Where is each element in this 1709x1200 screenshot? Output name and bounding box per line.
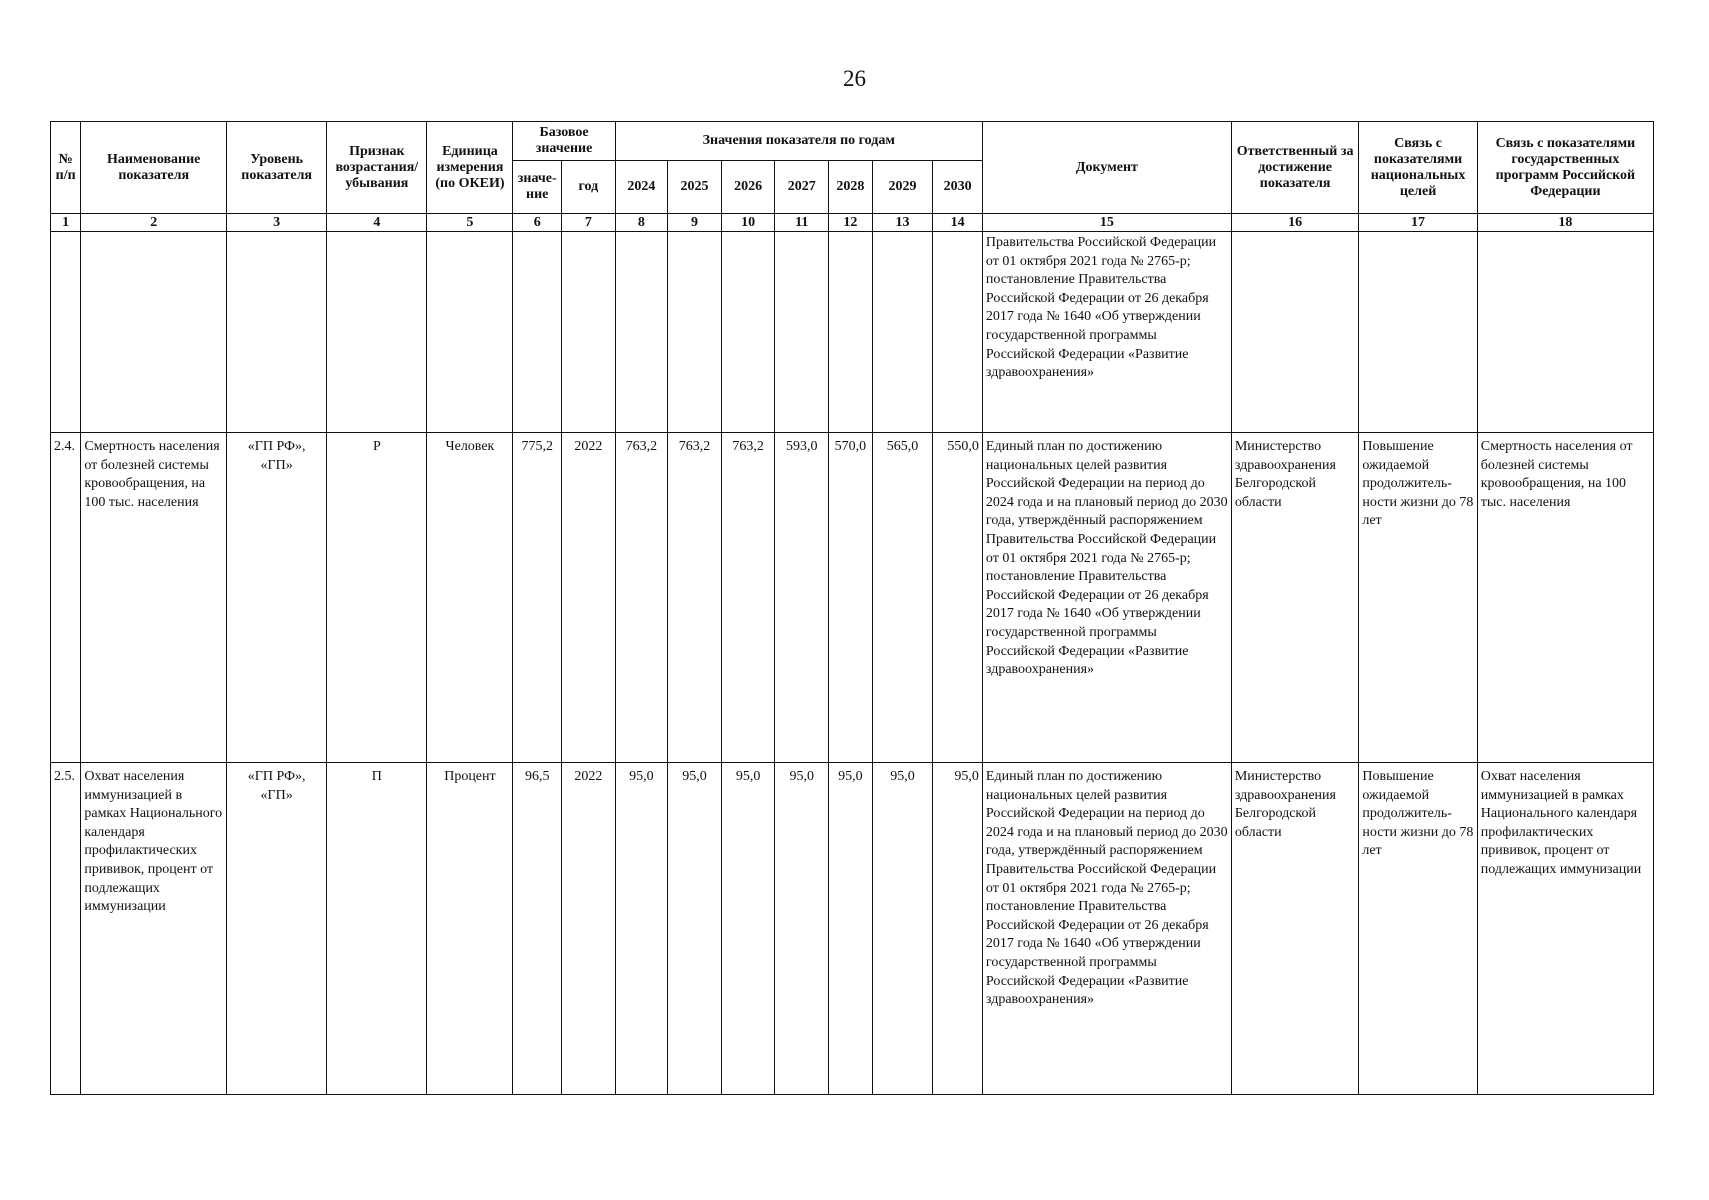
column-number: 18 — [1477, 214, 1653, 232]
header-year-2029: 2029 — [872, 161, 933, 214]
base-year: 2022 — [562, 763, 616, 1095]
column-numbers-row — [51, 214, 1654, 232]
indicator-trend: Р — [327, 433, 427, 763]
national-link-cell: Повышение ожидаемой продолжитель- ности жизни до 78 лет — [1359, 763, 1477, 1095]
column-number: 3 — [227, 214, 327, 232]
header-year-2025: 2025 — [668, 161, 722, 214]
row-number: 2.5. — [51, 763, 81, 1095]
table-row — [51, 763, 1654, 1095]
header-year-2026: 2026 — [721, 161, 775, 214]
value-2028: 570,0 — [829, 433, 873, 763]
header-name: Наименование показателя — [81, 122, 227, 214]
indicator-name: Смертность населения от болезней системы кровообращения, на 100 тыс. населения — [81, 433, 227, 763]
value-2024: 763,2 — [615, 433, 668, 763]
header-year-2028: 2028 — [829, 161, 873, 214]
header-responsible: Ответственный за достижение показателя — [1231, 122, 1359, 214]
column-number: 6 — [513, 214, 562, 232]
column-number: 1 — [51, 214, 81, 232]
base-value: 775,2 — [513, 433, 562, 763]
column-number: 7 — [562, 214, 616, 232]
value-2027: 593,0 — [775, 433, 829, 763]
indicator-name: Охват населения иммунизацией в рамках Национального календаря профилактических прививок, процент от подлежащих иммунизации — [81, 763, 227, 1095]
value-2029: 95,0 — [872, 763, 933, 1095]
table-row-continuation — [51, 232, 1654, 433]
header-base-year: год — [562, 161, 616, 214]
value-2026: 763,2 — [721, 433, 775, 763]
value-2028: 95,0 — [829, 763, 873, 1095]
column-number: 17 — [1359, 214, 1477, 232]
national-link-cell: Повышение ожидаемой продолжитель- ности жизни до 78 лет — [1359, 433, 1477, 763]
header-document: Документ — [982, 122, 1231, 214]
column-number: 5 — [427, 214, 513, 232]
table-row — [51, 433, 1654, 763]
header-year-2030: 2030 — [933, 161, 983, 214]
column-number: 11 — [775, 214, 829, 232]
header-year-2027: 2027 — [775, 161, 829, 214]
indicator-level: «ГП РФ», «ГП» — [227, 433, 327, 763]
value-2025: 95,0 — [668, 763, 722, 1095]
indicator-level: «ГП РФ», «ГП» — [227, 763, 327, 1095]
base-year: 2022 — [562, 433, 616, 763]
base-value: 96,5 — [513, 763, 562, 1095]
value-2029: 565,0 — [872, 433, 933, 763]
column-number: 14 — [933, 214, 983, 232]
header-national-link: Связь с показателями национальных целей — [1359, 122, 1477, 214]
indicator-trend: П — [327, 763, 427, 1095]
column-number: 4 — [327, 214, 427, 232]
header-state-link: Связь с показателями государственных программ Российской Федерации — [1477, 122, 1653, 214]
value-2030: 95,0 — [933, 763, 983, 1095]
responsible-cell: Министерство здравоохранения Белгородской области — [1231, 763, 1359, 1095]
column-number: 15 — [982, 214, 1231, 232]
column-number: 9 — [668, 214, 722, 232]
header-level: Уровень показателя — [227, 122, 327, 214]
document-cell: Единый план по достижению национальных целей развития Российской Федерации на период до 2024 года и на плановый период до 2030 года, утверждённый распоряжением Правительства Российской Федерации от 01 октября 2021 года № 2765-р; постановление Правительства Российской Федерации от 26 декабря 2017 года № 1640 «Об утверждении государственной программы Российской Федерации «Развитие здравоохранения» — [982, 763, 1231, 1095]
column-number: 2 — [81, 214, 227, 232]
state-link-cell: Смертность населения от болезней системы кровообращения, на 100 тыс. населения — [1477, 433, 1653, 763]
document-cell: Правительства Российской Федерации от 01 октября 2021 года № 2765-р; постановление Правительства Российской Федерации от 26 декабря 2017 года № 1640 «Об утверждении государственной программы Российской Федерации «Развитие здравоохранения» — [982, 232, 1231, 433]
indicators-table — [50, 121, 1654, 1095]
header-trend: Признак возрастания/ убывания — [327, 122, 427, 214]
column-number: 16 — [1231, 214, 1359, 232]
value-2026: 95,0 — [721, 763, 775, 1095]
value-2027: 95,0 — [775, 763, 829, 1095]
header-num: № п/п — [51, 122, 81, 214]
column-number: 8 — [615, 214, 668, 232]
responsible-cell: Министерство здравоохранения Белгородской области — [1231, 433, 1359, 763]
row-number: 2.4. — [51, 433, 81, 763]
document-cell: Единый план по достижению национальных целей развития Российской Федерации на период до 2024 года и на плановый период до 2030 года, утверждённый распоряжением Правительства Российской Федерации от 01 октября 2021 года № 2765-р; постановление Правительства Российской Федерации от 26 декабря 2017 года № 1640 «Об утверждении государственной программы Российской Федерации «Развитие здравоохранения» — [982, 433, 1231, 763]
indicator-unit: Человек — [427, 433, 513, 763]
header-years-group: Значения показателя по годам — [615, 122, 982, 161]
column-number: 10 — [721, 214, 775, 232]
page-number: 26 — [843, 66, 866, 91]
indicator-unit: Процент — [427, 763, 513, 1095]
value-2024: 95,0 — [615, 763, 668, 1095]
column-number: 12 — [829, 214, 873, 232]
value-2030: 550,0 — [933, 433, 983, 763]
header-row-top — [51, 122, 1654, 161]
header-base-group: Базовое значение — [513, 122, 615, 161]
state-link-cell: Охват населения иммунизацией в рамках Национального календаря профилактических прививок, процент от подлежащих иммунизации — [1477, 763, 1653, 1095]
column-number: 13 — [872, 214, 933, 232]
header-year-2024: 2024 — [615, 161, 668, 214]
header-base-value: значе- ние — [513, 161, 562, 214]
header-unit: Единица измерения (по ОКЕИ) — [427, 122, 513, 214]
value-2025: 763,2 — [668, 433, 722, 763]
